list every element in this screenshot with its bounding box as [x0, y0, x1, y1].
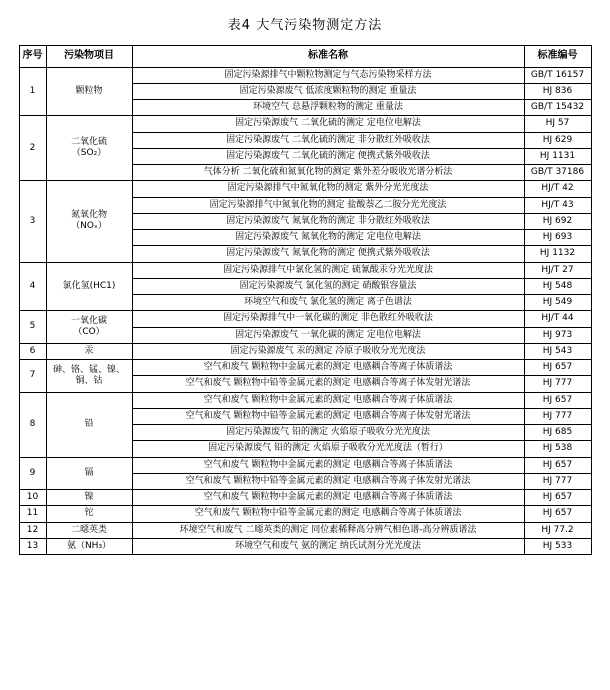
pollutant-item-label: 二氧化硫	[70, 137, 107, 147]
standard-code-cell: HJ 549	[524, 295, 591, 311]
pollutant-item-cell	[46, 522, 132, 538]
row-index-cell: 7	[19, 360, 46, 393]
row-index-cell: 12	[19, 522, 46, 538]
standard-name-cell: 固定污染源排气中氯化氢的测定 硫氰酸汞分光光度法	[132, 262, 524, 278]
standard-name-cell: 固定污染源废气 二氧化硫的测定 非分散红外吸收法	[132, 132, 524, 148]
standard-code-cell: HJ/T 44	[524, 311, 591, 327]
pollutant-item-formula: （CO）	[73, 327, 105, 337]
table-row	[19, 490, 591, 506]
standard-code-cell: HJ 657	[524, 506, 591, 522]
row-index-cell: 9	[19, 457, 46, 490]
standard-name-cell: 空气和废气 颗粒物中铅等金属元素的测定 电感耦合等离子体质谱法	[132, 506, 524, 522]
standard-name-cell: 固定污染源废气 汞的测定 冷原子吸收分光光度法	[132, 343, 524, 359]
standard-name-cell: 固定污染源废气 铅的测定 火焰原子吸收分光光度法（暂行）	[132, 441, 524, 457]
table-row	[19, 392, 591, 408]
standard-name-cell: 固定污染源废气 低浓度颗粒物的测定 重量法	[132, 83, 524, 99]
standard-code-cell: HJ 777	[524, 473, 591, 489]
standard-name-cell: 固定污染源排气中一氧化碳的测定 非色散红外吸收法	[132, 311, 524, 327]
standard-name-cell: 空气和废气 颗粒物中铅等金属元素的测定 电感耦合等离子体发射光谱法	[132, 473, 524, 489]
table-row	[19, 360, 591, 376]
pollutant-item-formula: （SO₂）	[71, 148, 107, 159]
table-header	[19, 46, 591, 68]
standard-name-cell: 固定污染源废气 氮氧化物的测定 非分散红外吸收法	[132, 213, 524, 229]
row-index-cell: 5	[19, 311, 46, 344]
standard-name-cell: 环境空气和废气 氯化氢的测定 离子色谱法	[132, 295, 524, 311]
standard-code-cell: HJ 693	[524, 230, 591, 246]
standard-code-cell: HJ 836	[524, 83, 591, 99]
standard-name-cell: 环境空气 总悬浮颗粒物的测定 重量法	[132, 100, 524, 116]
column-header-no: 序号	[19, 46, 46, 68]
pollutant-item-label: 氯化氢(HC1)	[62, 280, 116, 291]
standard-code-cell: GB/T 37186	[524, 165, 591, 181]
standard-name-cell: 空气和废气 颗粒物中金属元素的测定 电感耦合等离子体质谱法	[132, 490, 524, 506]
standard-name-cell: 空气和废气 颗粒物中金属元素的测定 电感耦合等离子体质谱法	[132, 457, 524, 473]
standard-code-cell: HJ 685	[524, 425, 591, 441]
standard-code-cell: HJ 777	[524, 376, 591, 392]
standard-name-cell: 空气和废气 颗粒物中金属元素的测定 电感耦合等离子体质谱法	[132, 360, 524, 376]
table-row	[19, 538, 591, 554]
standard-code-cell: HJ 657	[524, 392, 591, 408]
pollutant-item-cell	[46, 506, 132, 522]
row-index-cell: 2	[19, 116, 46, 181]
pollutant-item-label: 铊	[84, 508, 94, 519]
standard-code-cell: HJ 629	[524, 132, 591, 148]
pollutant-item-label: 氨（NH₃）	[66, 540, 112, 551]
pollutant-item-cell	[46, 67, 132, 116]
column-header-standard-name: 标准名称	[132, 46, 524, 68]
pollutant-item-label: 砷、铬、锰、镍、铜、钴	[52, 364, 125, 386]
standard-name-cell: 固定污染源废气 铅的测定 火焰原子吸收分光光度法	[132, 425, 524, 441]
standard-code-cell: HJ 777	[524, 408, 591, 424]
standard-name-cell: 固定污染源废气 一氧化碳的测定 定电位电解法	[132, 327, 524, 343]
standard-name-cell: 固定污染源废气 二氧化硫的测定 便携式紫外吸收法	[132, 148, 524, 164]
row-index-cell: 13	[19, 538, 46, 554]
table-row	[19, 67, 591, 83]
pollutant-item-label: 二噁英类	[70, 524, 107, 535]
standard-code-cell: HJ 973	[524, 327, 591, 343]
table-row	[19, 262, 591, 278]
pollutant-item-cell	[46, 392, 132, 457]
table-row	[19, 343, 591, 359]
standard-code-cell: HJ 77.2	[524, 522, 591, 538]
pollutant-item-cell	[46, 343, 132, 359]
row-index-cell: 8	[19, 392, 46, 457]
standard-name-cell: 环境空气和废气 二噁英类的测定 同位素稀释高分辨气相色谱-高分辨质谱法	[132, 522, 524, 538]
standard-name-cell: 空气和废气 颗粒物中铅等金属元素的测定 电感耦合等离子体发射光谱法	[132, 376, 524, 392]
standard-code-cell: HJ 657	[524, 360, 591, 376]
standard-name-cell: 固定污染源废气 氮氧化物的测定 便携式紫外吸收法	[132, 246, 524, 262]
pollutant-item-formula: （NOₓ）	[71, 221, 107, 232]
pollutant-item-cell	[46, 116, 132, 181]
pollutant-item-label: 氮氧化物	[70, 210, 107, 221]
table-row	[19, 506, 591, 522]
row-index-cell: 10	[19, 490, 46, 506]
standard-code-cell: HJ 657	[524, 457, 591, 473]
standard-name-cell: 空气和废气 颗粒物中金属元素的测定 电感耦合等离子体质谱法	[132, 392, 524, 408]
table-row	[19, 116, 591, 132]
row-index-cell: 6	[19, 343, 46, 359]
standard-code-cell: HJ 657	[524, 490, 591, 506]
standard-code-cell: HJ/T 43	[524, 197, 591, 213]
pollutant-item-label: 颗粒物	[75, 85, 103, 96]
pollutant-item-cell	[46, 360, 132, 393]
pollutant-item-label: 镍	[84, 492, 94, 502]
row-index-cell: 4	[19, 262, 46, 311]
pollutant-item-label: 铅	[84, 418, 94, 429]
pollutant-item-cell	[46, 181, 132, 262]
row-index-cell: 3	[19, 181, 46, 262]
table-row	[19, 522, 591, 538]
standard-code-cell: HJ 533	[524, 538, 591, 554]
standard-name-cell: 固定污染源废气 氯化氢的测定 硝酸银容量法	[132, 278, 524, 294]
standard-name-cell: 固定污染源排气中氮氧化物的测定 紫外分光光度法	[132, 181, 524, 197]
standard-code-cell: HJ 538	[524, 441, 591, 457]
pollutant-item-cell	[46, 311, 132, 344]
table-row	[19, 181, 591, 197]
column-header-item: 污染物项目	[46, 46, 132, 68]
standard-code-cell: HJ 548	[524, 278, 591, 294]
pollutant-item-cell	[46, 490, 132, 506]
standard-code-cell: HJ 543	[524, 343, 591, 359]
standard-code-cell: HJ 57	[524, 116, 591, 132]
row-index-cell: 11	[19, 506, 46, 522]
row-index-cell: 1	[19, 67, 46, 116]
table-row	[19, 457, 591, 473]
table-row	[19, 311, 591, 327]
table-body	[19, 67, 591, 555]
pollutant-item-cell	[46, 262, 132, 311]
standard-name-cell: 固定污染源废气 氮氧化物的测定 定电位电解法	[132, 230, 524, 246]
standard-name-cell: 气体分析 二氧化硫和氮氧化物的测定 紫外差分吸收光谱分析法	[132, 165, 524, 181]
standard-code-cell: GB/T 15432	[524, 100, 591, 116]
standard-name-cell: 空气和废气 颗粒物中铅等金属元素的测定 电感耦合等离子体发射光谱法	[132, 408, 524, 424]
table-header-row	[19, 46, 591, 68]
standard-name-cell: 环境空气和废气 氨的测定 纳氏试剂分光光度法	[132, 538, 524, 554]
standard-name-cell: 固定污染源废气 二氧化硫的测定 定电位电解法	[132, 116, 524, 132]
pollutant-methods-table	[19, 45, 592, 555]
pollutant-item-cell	[46, 457, 132, 490]
standard-name-cell: 固定污染源排气中氮氧化物的测定 盐酸萘乙二胺分光光度法	[132, 197, 524, 213]
standard-code-cell: HJ/T 42	[524, 181, 591, 197]
standard-code-cell: HJ 1132	[524, 246, 591, 262]
standard-code-cell: HJ 1131	[524, 148, 591, 164]
pollutant-item-label: 汞	[84, 345, 94, 356]
column-header-standard-code: 标准编号	[524, 46, 591, 68]
standard-code-cell: HJ 692	[524, 213, 591, 229]
page-title: 表4 大气污染物测定方法	[227, 18, 383, 33]
pollutant-item-cell	[46, 538, 132, 554]
standard-code-cell: HJ/T 27	[524, 262, 591, 278]
pollutant-item-label: 一氧化碳	[70, 315, 107, 326]
pollutant-item-label: 镉	[84, 467, 94, 478]
standard-name-cell: 固定污染源排气中颗粒物测定与气态污染物采样方法	[132, 67, 524, 83]
standard-code-cell: GB/T 16157	[524, 67, 591, 83]
